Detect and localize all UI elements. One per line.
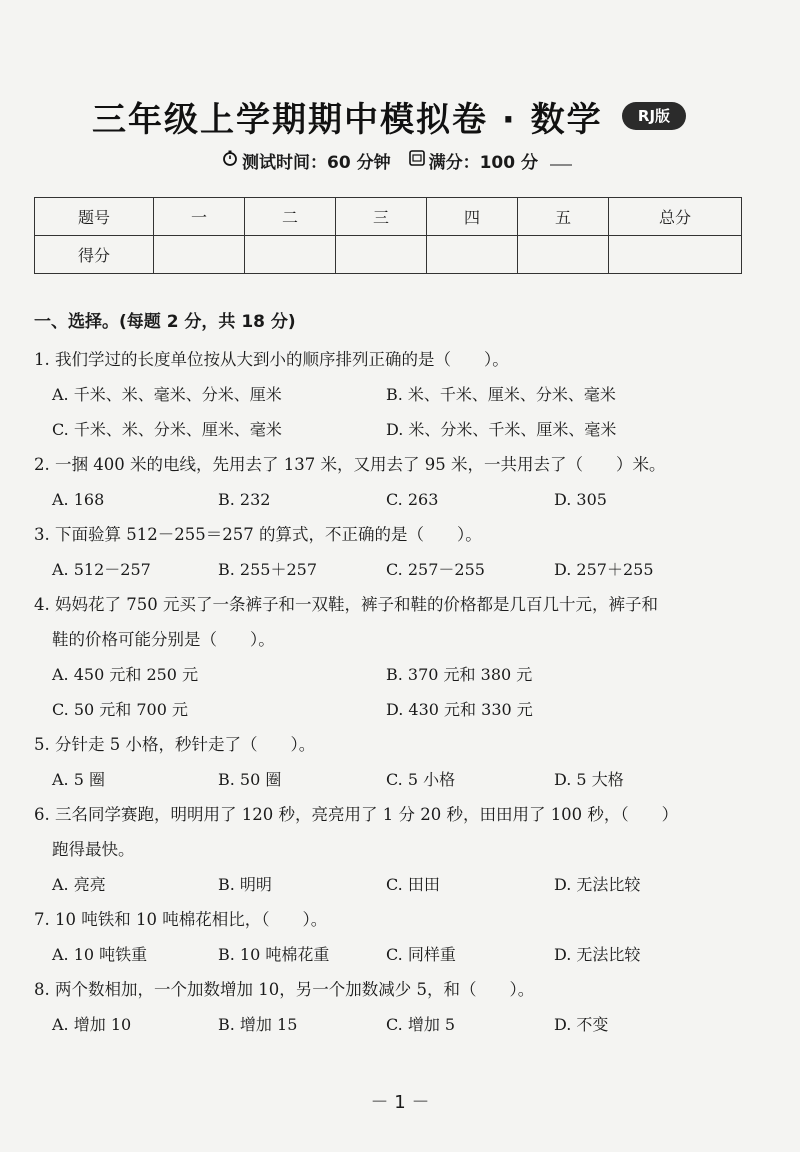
option-c[interactable]: C. 千米、米、分米、厘米、毫米 xyxy=(52,420,282,439)
option-d[interactable]: D. 305 xyxy=(554,490,607,509)
option-d[interactable]: D. 430 元和 330 元 xyxy=(386,700,533,719)
option-a[interactable]: A. 千米、米、毫米、分米、厘米 xyxy=(52,385,282,404)
option-c[interactable]: C. 263 xyxy=(386,490,439,509)
option-b[interactable]: B. 370 元和 380 元 xyxy=(386,665,533,684)
option-b[interactable]: B. 50 圈 xyxy=(218,770,282,789)
edition-badge: RJ版 xyxy=(622,102,686,130)
question-text: 2. 一捆 400 米的电线，先用去了 137 米，又用去了 95 米，一共用去了（ ）米。 xyxy=(34,455,666,474)
score-table-header: 四 xyxy=(427,198,518,236)
option-a[interactable]: A. 5 圈 xyxy=(52,770,105,789)
option-c[interactable]: C. 田田 xyxy=(386,875,440,894)
question-text: 6. 三名同学赛跑，明明用了 120 秒，亮亮用了 1 分 20 秒，田田用了 100 秒，（ ） xyxy=(34,805,679,824)
question-text: 1. 我们学过的长度单位按从大到小的顺序排列正确的是（ ）。 xyxy=(34,350,509,369)
options-row xyxy=(34,867,754,902)
options-row xyxy=(34,1007,754,1042)
option-c[interactable]: C. 5 小格 xyxy=(386,770,456,789)
section-heading: 一、选择。(每题 2 分，共 18 分) xyxy=(34,312,296,332)
score-cell[interactable] xyxy=(245,236,336,274)
option-a[interactable]: A. 10 吨铁重 xyxy=(52,945,148,964)
question-section xyxy=(34,302,754,1042)
option-b[interactable]: B. 明明 xyxy=(218,875,272,894)
option-b[interactable]: B. 255＋257 xyxy=(218,560,318,579)
option-b[interactable]: B. 米、千米、厘米、分米、毫米 xyxy=(386,385,616,404)
scan-mark-icon xyxy=(550,156,572,166)
question-text-continued: 跑得最快。 xyxy=(52,840,135,859)
question-8 xyxy=(34,972,754,1042)
options-row xyxy=(34,482,754,517)
score-row-label: 得分 xyxy=(35,236,154,274)
score-table-header: 五 xyxy=(518,198,609,236)
score-table-header: 一 xyxy=(154,198,245,236)
score-cell[interactable] xyxy=(609,236,742,274)
question-text: 8. 两个数相加，一个加数增加 10，另一个加数减少 5，和（ ）。 xyxy=(34,980,535,999)
option-a[interactable]: A. 168 xyxy=(52,490,105,509)
score-icon xyxy=(409,150,425,171)
question-6 xyxy=(34,797,754,902)
options-row xyxy=(34,657,754,692)
question-2 xyxy=(34,447,754,517)
option-b[interactable]: B. 10 吨棉花重 xyxy=(218,945,330,964)
question-text: 7. 10 吨铁和 10 吨棉花相比，（ ）。 xyxy=(34,910,328,929)
title-row xyxy=(0,92,800,142)
full-score: 满分：100 分 xyxy=(428,153,538,173)
question-1 xyxy=(34,342,754,447)
score-cell[interactable] xyxy=(336,236,427,274)
option-d[interactable]: D. 无法比较 xyxy=(554,875,641,894)
option-c[interactable]: C. 同样重 xyxy=(386,945,456,964)
options-row xyxy=(34,762,754,797)
option-a[interactable]: A. 增加 10 xyxy=(52,1015,132,1034)
option-a[interactable]: A. 450 元和 250 元 xyxy=(52,665,199,684)
score-cell[interactable] xyxy=(518,236,609,274)
question-5 xyxy=(34,727,754,797)
option-b[interactable]: B. 232 xyxy=(218,490,271,509)
score-table-header: 三 xyxy=(336,198,427,236)
options-row xyxy=(34,692,754,727)
stopwatch-icon xyxy=(222,150,238,171)
options-row xyxy=(34,937,754,972)
option-d[interactable]: D. 无法比较 xyxy=(554,945,641,964)
score-cell[interactable] xyxy=(427,236,518,274)
page-number: － 1 － xyxy=(370,1092,430,1113)
score-table-score-row xyxy=(35,236,742,274)
question-text: 4. 妈妈花了 750 元买了一条裤子和一双鞋，裤子和鞋的价格都是几百几十元，裤子和 xyxy=(34,595,658,614)
options-row xyxy=(34,552,754,587)
score-table-header-row xyxy=(35,198,742,236)
option-d[interactable]: D. 米、分米、千米、厘米、毫米 xyxy=(386,420,617,439)
option-c[interactable]: C. 257－255 xyxy=(386,560,485,579)
question-text: 5. 分针走 5 小格，秒针走了（ ）。 xyxy=(34,735,316,754)
score-table-header: 二 xyxy=(245,198,336,236)
score-table-header: 题号 xyxy=(35,198,154,236)
option-a[interactable]: A. 亮亮 xyxy=(52,875,106,894)
options-row xyxy=(34,377,754,412)
option-d[interactable]: D. 257＋255 xyxy=(554,560,654,579)
options-row xyxy=(34,412,754,447)
option-a[interactable]: A. 512－257 xyxy=(52,560,151,579)
question-text-continued: 鞋的价格可能分别是（ ）。 xyxy=(52,630,275,649)
question-3 xyxy=(34,517,754,587)
score-table xyxy=(34,197,742,274)
option-d[interactable]: D. 不变 xyxy=(554,1015,609,1034)
exam-title: 三年级上学期期中模拟卷 · 数学 xyxy=(92,100,603,140)
option-c[interactable]: C. 50 元和 700 元 xyxy=(52,700,189,719)
test-time: 测试时间：60 分钟 xyxy=(242,153,391,173)
score-cell[interactable] xyxy=(154,236,245,274)
option-c[interactable]: C. 增加 5 xyxy=(386,1015,456,1034)
question-4 xyxy=(34,587,754,727)
option-d[interactable]: D. 5 大格 xyxy=(554,770,624,789)
question-7 xyxy=(34,902,754,972)
score-table-header: 总分 xyxy=(609,198,742,236)
option-b[interactable]: B. 增加 15 xyxy=(218,1015,298,1034)
exam-meta xyxy=(222,148,572,174)
question-text: 3. 下面验算 512－255＝257 的算式，不正确的是（ ）。 xyxy=(34,525,482,544)
